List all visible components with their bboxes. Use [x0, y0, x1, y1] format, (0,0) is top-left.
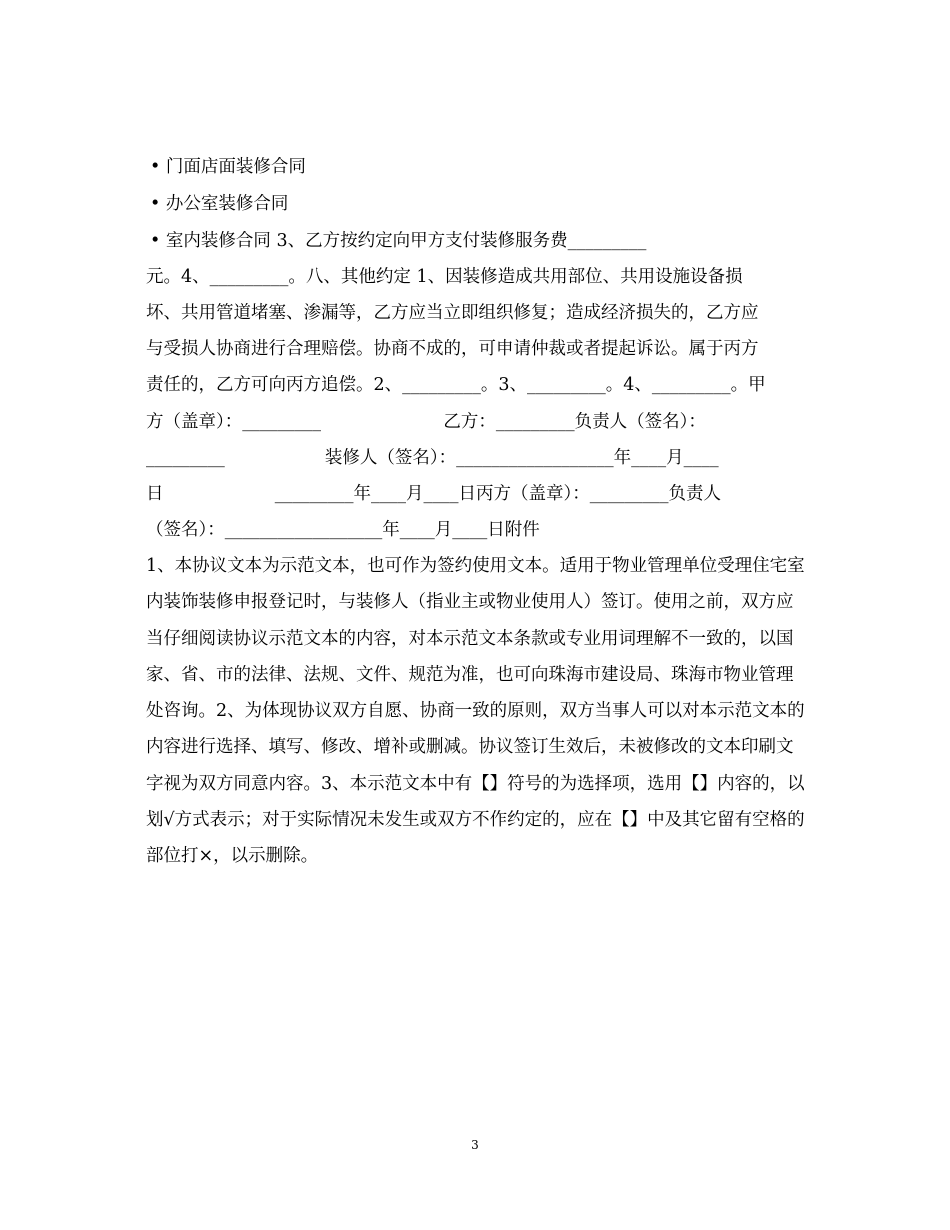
- related-item-interior-contract[interactable]: • 室内装修合同 3、乙方按约定向甲方支付装修服务费_________: [150, 231, 647, 251]
- signature-line: （签名）：__________________年____月____日附件: [146, 520, 540, 540]
- related-item-office-contract[interactable]: • 办公室装修合同: [150, 194, 289, 214]
- related-item-storefront-contract[interactable]: • 门面店面装修合同: [150, 157, 306, 177]
- page-number: 3: [471, 1138, 479, 1152]
- body-line: 与受损人协商进行合理赔偿。协商不成的，可申请仲裁或者提起诉讼。属于丙方: [146, 339, 759, 359]
- attachment-notes-paragraph: 1、本协议文本为示范文本，也可作为签约使用文本。适用于物业管理单位受理住宅室内装饰装修申报登记时，与装修人（指业主或物业使用人）签订。使用之前，双方应当仔细阅读协议示范文本的内容，对本示范文本条款或专业用词理解不一致的，以国家、省、市的法律、法规、文件、规范为准，也可向珠海市建设局、珠海市物业管理处咨询。2、为体现协议双方自愿、协商一致的原则，双方当事人可以对本示范文本的内容进行选择、填写、修改、增补或删减。协议签订生效后，未被修改的文本印刷文字视为双方同意内容。3、本示范文本中有【】符号的为选择项，选用【】内容的，以划√方式表示；对于实际情况未发生或双方不作约定的，应在【】中及其它留有空格的部位打×，以示删除。: [146, 556, 805, 867]
- body-line: 坏、共用管道堵塞、渗漏等，乙方应当立即组织修复；造成经济损失的，乙方应: [146, 303, 759, 323]
- signature-line: 方（盖章）：_________ 乙方：_________负责人（签名）：: [146, 412, 706, 432]
- body-line: 责任的，乙方可向丙方追偿。2、_________。3、_________。4、_________。甲: [146, 375, 766, 395]
- body-line: 元。4、_________。八、其他约定 1、因装修造成共用部位、共用设施设备损: [146, 267, 743, 287]
- signature-line: _________ 装修人（签名）：__________________年____月____: [146, 448, 719, 468]
- signature-line: 日 _________年____月____日丙方（盖章）：_________负责人: [146, 484, 722, 504]
